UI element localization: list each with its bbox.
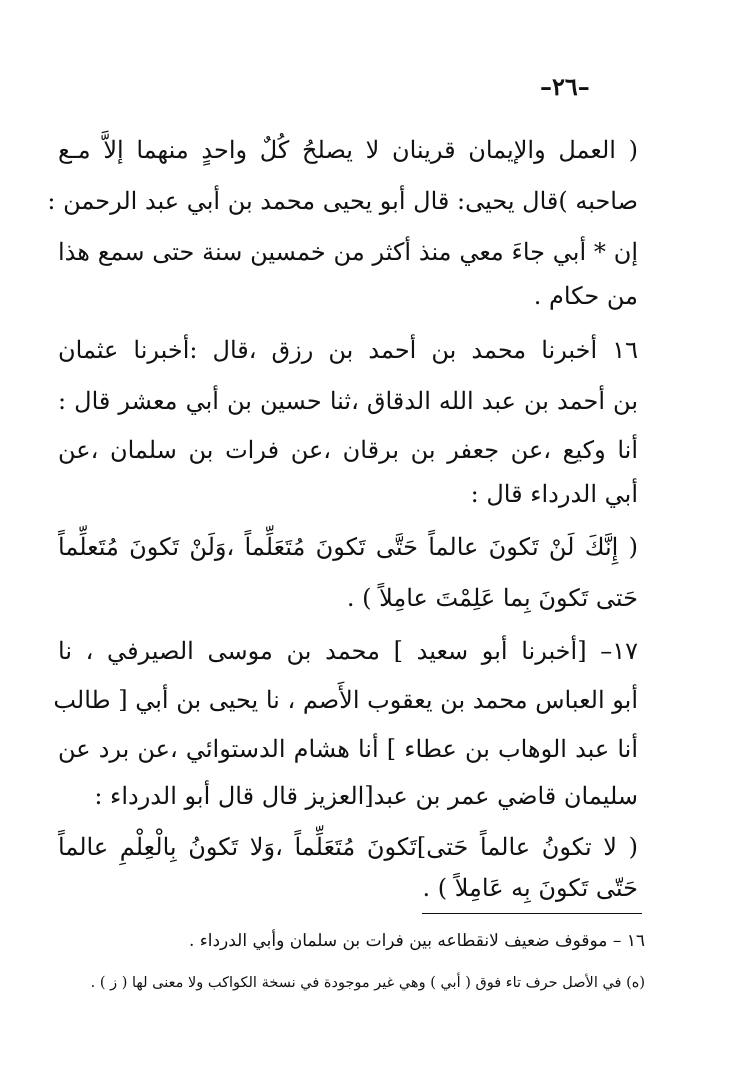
text-line-7: أنا وكيع ،عن جعفر بن برقان ،عن فرات بن سلمان ،عن [58, 436, 638, 464]
text-line-1: ( العمل والإيمان قرينان لا يصلحُ كُلٌ واحدٍ منهما إلاَّ مـع [58, 136, 638, 164]
text-line-2: صاحبه )قال يحيى: قال أبو يحيى محمد بن أبي عبد الرحمن : [47, 187, 638, 215]
page-number: –٢٦– [540, 72, 590, 101]
text-line-15: ( لا تكونُ عالماً حَتى]تَكونَ مُتَعَلِّماً ،وَلا تَكونُ بِالْعِلْمِ عالماً [58, 833, 638, 861]
text-line-5: ١٦ أخبرنا محمد بن أحمد بن رزق ،قال :أخبرنا عثمان [58, 336, 638, 364]
text-line-16: حَتّى تَكونَ بِه عَامِلاً ) . [422, 874, 638, 902]
text-line-10: حَتى تَكونَ بِما عَلِمْتَ عامِلاً ) . [346, 584, 638, 612]
text-line-3: إن * أبي جاءَ معي منذ أكثر من خمسين سنة حتى سمع هذا [58, 238, 638, 266]
text-line-6: بن أحمد بن عبد الله الدقاق ،ثنا حسين بن أبي معشر قال : [58, 387, 638, 415]
text-line-12: أبو العباس محمد بن يعقوب الأَصم ، نا يحيى بن أبي [ طالب [53, 686, 638, 714]
text-line-8: أبي الدرداء قال : [470, 480, 638, 508]
text-line-4: من حكام . [533, 282, 638, 310]
text-line-11: ١٧– [أخبرنا أبو سعيد ] محمد بن موسى الصيرفي ، نا [58, 637, 638, 665]
text-line-14: سليمان قاضي عمر بن عبد[العزيز قال قال أبو الدرداء : [94, 782, 638, 810]
footnote-1: ١٦ – موقوف ضعيف لانقطاعه بين فرات بن سلمان وأبي الدرداء . [188, 931, 645, 951]
text-line-13: أنا عبد الوهاب بن عطاء ] أنا هشام الدستوائي ،عن برد عن [58, 735, 638, 763]
footnote-separator [422, 913, 642, 914]
text-line-9: ( إِنَّكَ لَنْ تَكونَ عالماً حَتَّى تَكونَ مُتَعَلِّماً ،وَلَنْ تَكونَ مُتَعلِّماً [58, 533, 638, 561]
footnote-2: (ه) في الأصل حرف تاء فوق ( أبي ) وهي غير موجودة في نسخة الكواكب ولا معنى لها ( ز ) . [90, 975, 645, 991]
